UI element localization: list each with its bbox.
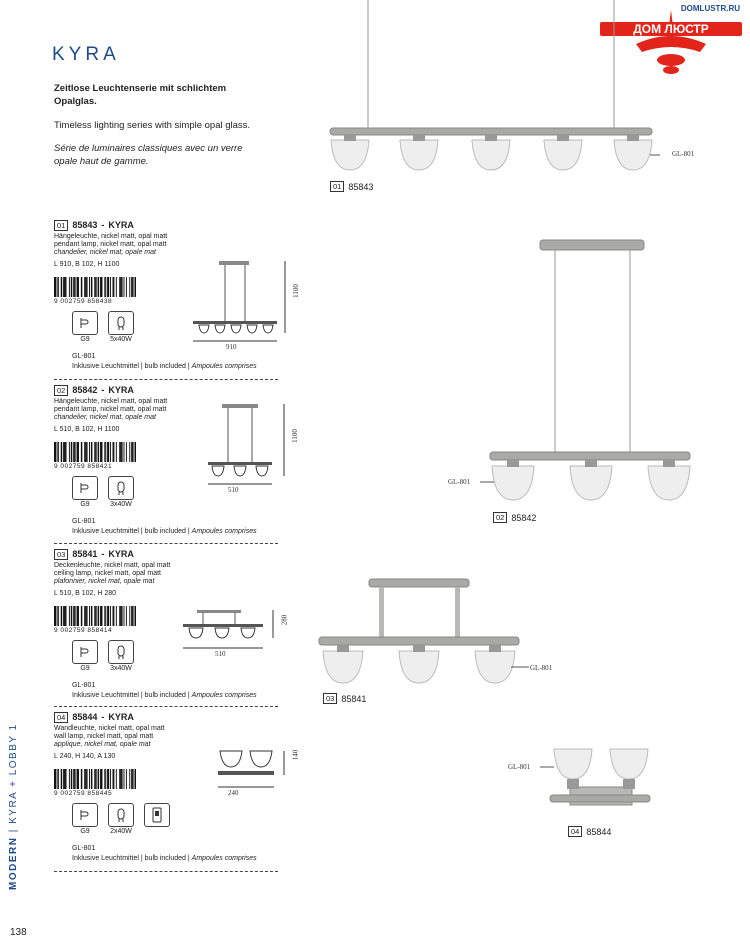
- article-number: 85842: [72, 385, 98, 395]
- socket-type: G9: [80, 665, 90, 672]
- socket-icon: [72, 476, 98, 500]
- sidebar-separator: |: [8, 828, 19, 833]
- product-name: KYRA: [108, 549, 134, 559]
- description-en: pendant lamp, nickel matt, opal matt: [54, 406, 167, 413]
- bulb-included-note: Inklusive Leuchtmittel | bulb included | Ampoules comprises: [72, 692, 257, 699]
- photo-caption-85844: 04 85844: [568, 826, 611, 837]
- bulb-included-note: Inklusive Leuchtmittel | bulb included | Ampoules comprises: [72, 528, 257, 535]
- socket-icon: [72, 803, 98, 827]
- title-dash: -: [101, 549, 105, 559]
- spec-labels: [72, 336, 134, 344]
- photo-85843: [320, 0, 660, 180]
- glass-code: GL-801: [72, 845, 96, 852]
- product-header: [54, 548, 278, 560]
- description-de: Wandleuchte, nickel matt, opal matt: [54, 725, 165, 732]
- bulb-icon: [108, 803, 134, 827]
- logo-text: ДОМ ЛЮСТР: [633, 22, 709, 36]
- article-number: 85843: [72, 220, 98, 230]
- switch-icon: [144, 803, 170, 827]
- description-fr: chandelier, nickel mat, opale mat: [54, 414, 156, 421]
- product-entry-85843: [54, 219, 300, 370]
- sidebar-vertical: [4, 723, 24, 890]
- description-en: ceiling lamp, nickel matt, opal matt: [54, 570, 161, 577]
- product-entry-85844: [54, 711, 300, 862]
- description-de: Hängeleuchte, nickel matt, opal matt: [54, 398, 168, 405]
- product-header: [54, 219, 278, 231]
- spec-icons: [72, 311, 134, 335]
- spec-icons: [72, 803, 170, 827]
- spec-icons: [72, 640, 134, 664]
- socket-icon: [72, 311, 98, 335]
- socket-type: G9: [80, 336, 90, 343]
- sidebar-category: MODERN: [8, 836, 19, 890]
- entry-divider: [54, 871, 278, 872]
- width-dimension: 510: [215, 650, 226, 658]
- photo-caption-85843: 01 85843: [330, 181, 373, 192]
- barcode-number: 9 002759 858421: [54, 463, 113, 470]
- glass-label-85842: GL-801: [448, 478, 471, 486]
- height-dimension: 1100: [290, 429, 299, 443]
- bulb-icon: [108, 640, 134, 664]
- product-header: [54, 384, 278, 396]
- bulb-wattage: 2x40W: [110, 828, 132, 835]
- socket-icon: [72, 640, 98, 664]
- product-entry-85841: [54, 548, 289, 699]
- spec-labels: [72, 665, 134, 673]
- barcode: [54, 277, 136, 297]
- description-en: wall lamp, nickel matt, opal matt: [54, 733, 154, 740]
- spec-icons: [72, 476, 134, 500]
- title-dash: -: [101, 712, 105, 722]
- article-number: 85841: [72, 549, 98, 559]
- barcode-number: 9 002759 858445: [54, 790, 113, 797]
- width-dimension: 240: [228, 789, 239, 797]
- dimensions: L 510, B 102, H 1100: [54, 426, 120, 433]
- spec-labels: [72, 828, 134, 836]
- barcode-number: 9 002759 858438: [54, 298, 113, 305]
- description-en: pendant lamp, nickel matt, opal matt: [54, 241, 167, 248]
- photo-85842: [480, 230, 700, 510]
- photo-85844: [540, 745, 660, 820]
- bulb-included-note: Inklusive Leuchtmittel | bulb included | Ampoules comprises: [72, 855, 257, 862]
- glass-label-85844: GL-801: [508, 763, 531, 771]
- socket-type: G9: [80, 828, 90, 835]
- width-dimension: 910: [226, 343, 237, 351]
- width-dimension: 510: [228, 486, 239, 494]
- glass-code: GL-801: [72, 682, 96, 689]
- height-dimension: 1100: [291, 284, 300, 298]
- intro-english: Timeless lighting series with simple opal glass.: [54, 120, 251, 131]
- website-label[interactable]: DOMLUSTR.RU: [680, 4, 740, 13]
- title-dash: -: [101, 385, 105, 395]
- intro-german: Zeitlose Leuchtenserie mit schlichtem Opalglas.: [54, 83, 227, 107]
- barcode: [54, 769, 136, 789]
- product-name: KYRA: [108, 385, 134, 395]
- bulb-icon: [108, 476, 134, 500]
- sidebar-path: KYRA + LOBBY 1: [8, 723, 19, 824]
- product-name: KYRA: [108, 712, 134, 722]
- photo-85841: [315, 575, 535, 685]
- entry-divider: [54, 706, 278, 707]
- title-dash: -: [101, 220, 105, 230]
- description-fr: chandelier, nickel mat, opale mat: [54, 249, 156, 256]
- glass-code: GL-801: [72, 353, 96, 360]
- intro-french: Série de luminaires classiques avec un verre opale haut de gamme.: [54, 143, 243, 167]
- photo-caption-85842: 02 85842: [493, 512, 536, 523]
- barcode: [54, 606, 136, 626]
- article-number: 85844: [72, 712, 98, 722]
- description-de: Deckenleuchte, nickel matt, opal matt: [54, 562, 171, 569]
- entry-divider: [54, 543, 278, 544]
- description-fr: plafonnier, nickel mat, opale mat: [54, 578, 155, 585]
- product-header: [54, 711, 278, 723]
- glass-label-85843: GL-801: [672, 150, 695, 158]
- entry-index: 03: [54, 549, 68, 560]
- bulb-included-note: Inklusive Leuchtmittel | bulb included | Ampoules comprises: [72, 363, 257, 370]
- dimensions: L 240, H 140, A 130: [54, 753, 116, 760]
- series-title: KYRA: [52, 44, 120, 65]
- bulb-wattage: 3x40W: [110, 501, 132, 508]
- entry-index: 02: [54, 385, 68, 396]
- height-dimension: 280: [280, 614, 289, 626]
- dimensions: L 510, B 102, H 280: [54, 590, 117, 597]
- entry-index: 01: [54, 220, 68, 231]
- technical-drawing: [179, 608, 289, 671]
- glass-code: GL-801: [72, 518, 96, 525]
- product-entry-85842: [54, 384, 299, 535]
- product-name: KYRA: [108, 220, 134, 230]
- description-de: Hängeleuchte, nickel matt, opal matt: [54, 233, 168, 240]
- glass-label-85841: GL-801: [530, 664, 553, 672]
- description-fr: applique, nickel mat, opale mat: [54, 741, 151, 748]
- spec-labels: [72, 501, 134, 509]
- barcode-number: 9 002759 858414: [54, 627, 113, 634]
- bulb-icon: [108, 311, 134, 335]
- photo-caption-85841: 03 85841: [323, 693, 366, 704]
- bulb-wattage: 5x40W: [110, 336, 132, 343]
- socket-type: G9: [80, 501, 90, 508]
- technical-drawing: [204, 402, 314, 495]
- page-number: 138: [10, 927, 27, 938]
- entry-index: 04: [54, 712, 68, 723]
- dimensions: L 910, B 102, H 1100: [54, 261, 120, 268]
- bulb-wattage: 3x40W: [110, 665, 132, 672]
- entry-divider: [54, 379, 278, 380]
- height-dimension: 140: [291, 749, 300, 761]
- barcode: [54, 442, 136, 462]
- technical-drawing: [189, 259, 299, 352]
